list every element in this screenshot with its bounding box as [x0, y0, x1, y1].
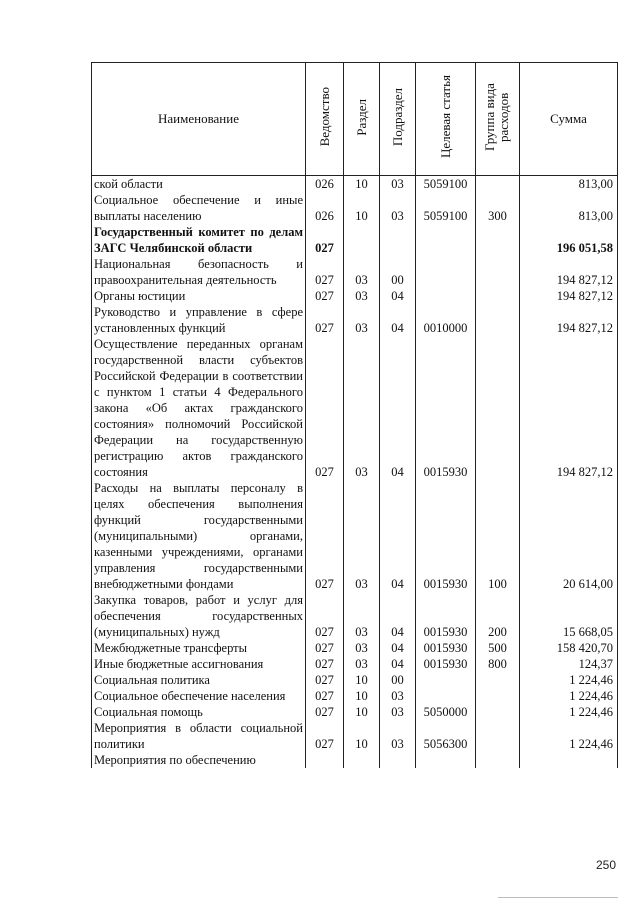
table-row: [92, 656, 618, 672]
cell-subsection: 03: [380, 688, 416, 704]
cell-section: 03: [344, 304, 380, 336]
cell-target: 0010000: [416, 304, 476, 336]
header-department: [306, 63, 344, 176]
header-section-label: Раздел: [353, 98, 369, 136]
cell-group: 800: [476, 656, 520, 672]
cell-subsection: 04: [380, 640, 416, 656]
cell-department: 027: [306, 672, 344, 688]
cell-group: [476, 704, 520, 720]
cell-name: Межбюджетные трансферты: [92, 640, 306, 656]
cell-section: 03: [344, 288, 380, 304]
table-row: [92, 224, 618, 256]
cell-subsection: 03: [380, 192, 416, 224]
cell-subsection: [380, 224, 416, 256]
cell-group: [476, 752, 520, 768]
cell-section: 10: [344, 192, 380, 224]
cell-amount: 194 827,12: [520, 304, 618, 336]
header-subsection: [380, 63, 416, 176]
cell-section: [344, 752, 380, 768]
cell-target: 5056300: [416, 720, 476, 752]
table-body: [92, 176, 618, 769]
cell-name: Руководство и управление в сфере установленных функций: [92, 304, 306, 336]
cell-department: 027: [306, 640, 344, 656]
cell-department: 027: [306, 720, 344, 752]
cell-department: 027: [306, 688, 344, 704]
cell-target: [416, 256, 476, 288]
cell-group: [476, 256, 520, 288]
cell-section: 10: [344, 704, 380, 720]
cell-group: 200: [476, 592, 520, 640]
table-row: [92, 688, 618, 704]
cell-group: [476, 176, 520, 193]
cell-target: 0015930: [416, 640, 476, 656]
cell-department: 027: [306, 256, 344, 288]
cell-amount: 1 224,46: [520, 720, 618, 752]
header-group-label: Группа вида расходов: [481, 83, 511, 151]
cell-name: ской области: [92, 176, 306, 193]
cell-target: [416, 752, 476, 768]
cell-amount: 194 827,12: [520, 256, 618, 288]
cell-target: 5059100: [416, 192, 476, 224]
cell-section: 10: [344, 672, 380, 688]
cell-subsection: 03: [380, 176, 416, 193]
cell-amount: 813,00: [520, 176, 618, 193]
table-row: [92, 720, 618, 752]
cell-section: 03: [344, 656, 380, 672]
table-row: [92, 640, 618, 656]
budget-table: [91, 62, 618, 768]
cell-subsection: 03: [380, 720, 416, 752]
cell-section: 03: [344, 480, 380, 592]
cell-amount: 124,37: [520, 656, 618, 672]
cell-amount: 194 827,12: [520, 288, 618, 304]
cell-name: Расходы на выплаты персоналу в целях обеспечения выполнения функций государственными (муниципальными) органами, казенными учреждениями, органами управления государственными внебюджетными фондами: [92, 480, 306, 592]
table-row: [92, 288, 618, 304]
cell-subsection: [380, 752, 416, 768]
cell-group: 100: [476, 480, 520, 592]
cell-amount: 20 614,00: [520, 480, 618, 592]
cell-department: 027: [306, 304, 344, 336]
cell-subsection: 03: [380, 704, 416, 720]
cell-target: 0015930: [416, 656, 476, 672]
cell-section: 03: [344, 592, 380, 640]
cell-department: 027: [306, 224, 344, 256]
cell-group: 300: [476, 192, 520, 224]
cell-group: [476, 720, 520, 752]
cell-subsection: 04: [380, 288, 416, 304]
cell-department: 027: [306, 656, 344, 672]
cell-name: Национальная безопасность и правоохранительная деятельность: [92, 256, 306, 288]
cell-group: [476, 336, 520, 480]
cell-amount: 15 668,05: [520, 592, 618, 640]
cell-target: [416, 288, 476, 304]
cell-department: 026: [306, 192, 344, 224]
footer-divider: [498, 897, 618, 898]
table-row: [92, 336, 618, 480]
cell-department: 026: [306, 176, 344, 193]
cell-group: [476, 224, 520, 256]
cell-amount: [520, 752, 618, 768]
cell-amount: 1 224,46: [520, 688, 618, 704]
cell-target: [416, 672, 476, 688]
cell-section: 03: [344, 256, 380, 288]
cell-target: 0015930: [416, 480, 476, 592]
cell-group: [476, 688, 520, 704]
cell-department: 027: [306, 336, 344, 480]
cell-subsection: 04: [380, 656, 416, 672]
header-group: [476, 63, 520, 176]
cell-subsection: 00: [380, 672, 416, 688]
cell-amount: 196 051,58: [520, 224, 618, 256]
cell-name: Социальная помощь: [92, 704, 306, 720]
cell-section: [344, 224, 380, 256]
cell-name: Иные бюджетные ассигнования: [92, 656, 306, 672]
cell-name: Органы юстиции: [92, 288, 306, 304]
header-target: [416, 63, 476, 176]
cell-target: [416, 224, 476, 256]
cell-name: Государственный комитет по делам ЗАГС Челябинской области: [92, 224, 306, 256]
header-subsection-label: Подраздел: [389, 87, 405, 147]
cell-subsection: 04: [380, 592, 416, 640]
page-number: 250: [596, 858, 617, 872]
table-row: [92, 480, 618, 592]
cell-subsection: 04: [380, 304, 416, 336]
cell-amount: 813,00: [520, 192, 618, 224]
cell-section: 03: [344, 640, 380, 656]
table-row: [92, 592, 618, 640]
cell-group: [476, 304, 520, 336]
cell-section: 10: [344, 688, 380, 704]
cell-target: 5050000: [416, 704, 476, 720]
cell-group: 500: [476, 640, 520, 656]
table-row: [92, 256, 618, 288]
cell-section: 10: [344, 720, 380, 752]
table-header-row: [92, 63, 618, 176]
cell-amount: 1 224,46: [520, 704, 618, 720]
cell-section: 03: [344, 336, 380, 480]
table-row: [92, 304, 618, 336]
cell-name: Закупка товаров, работ и услуг для обеспечения государственных (муниципальных) нужд: [92, 592, 306, 640]
cell-target: [416, 688, 476, 704]
cell-name: Мероприятия в области социальной политики: [92, 720, 306, 752]
cell-amount: 158 420,70: [520, 640, 618, 656]
cell-name: Социальное обеспечение населения: [92, 688, 306, 704]
header-department-label: Ведомство: [316, 87, 332, 147]
header-section: [344, 63, 380, 176]
cell-subsection: 04: [380, 480, 416, 592]
table-row: [92, 192, 618, 224]
cell-section: 10: [344, 176, 380, 193]
cell-group: [476, 288, 520, 304]
header-amount: Сумма: [520, 63, 618, 176]
cell-name: Социальная политика: [92, 672, 306, 688]
header-target-label: Целевая статья: [437, 75, 453, 159]
cell-target: 0015930: [416, 336, 476, 480]
cell-department: 027: [306, 480, 344, 592]
header-name: Наименование: [92, 63, 306, 176]
cell-subsection: 04: [380, 336, 416, 480]
cell-department: 027: [306, 704, 344, 720]
cell-name: Мероприятия по обеспечению: [92, 752, 306, 768]
cell-department: 027: [306, 288, 344, 304]
table-row: [92, 752, 618, 768]
cell-group: [476, 672, 520, 688]
cell-name: Осуществление переданных органам государственной власти субъектов Российской Федерации в соответствии с пунктом 1 статьи 4 Федерального закона «Об актах гражданского состояния» полномочий Российской Федерации на государственную регистрацию актов гражданского состояния: [92, 336, 306, 480]
cell-department: [306, 752, 344, 768]
table-row: [92, 704, 618, 720]
cell-name: Социальное обеспечение и иные выплаты населению: [92, 192, 306, 224]
cell-subsection: 00: [380, 256, 416, 288]
cell-target: 0015930: [416, 592, 476, 640]
cell-target: 5059100: [416, 176, 476, 193]
cell-amount: 1 224,46: [520, 672, 618, 688]
table-row: [92, 176, 618, 193]
table-row: [92, 672, 618, 688]
cell-department: 027: [306, 592, 344, 640]
cell-amount: 194 827,12: [520, 336, 618, 480]
